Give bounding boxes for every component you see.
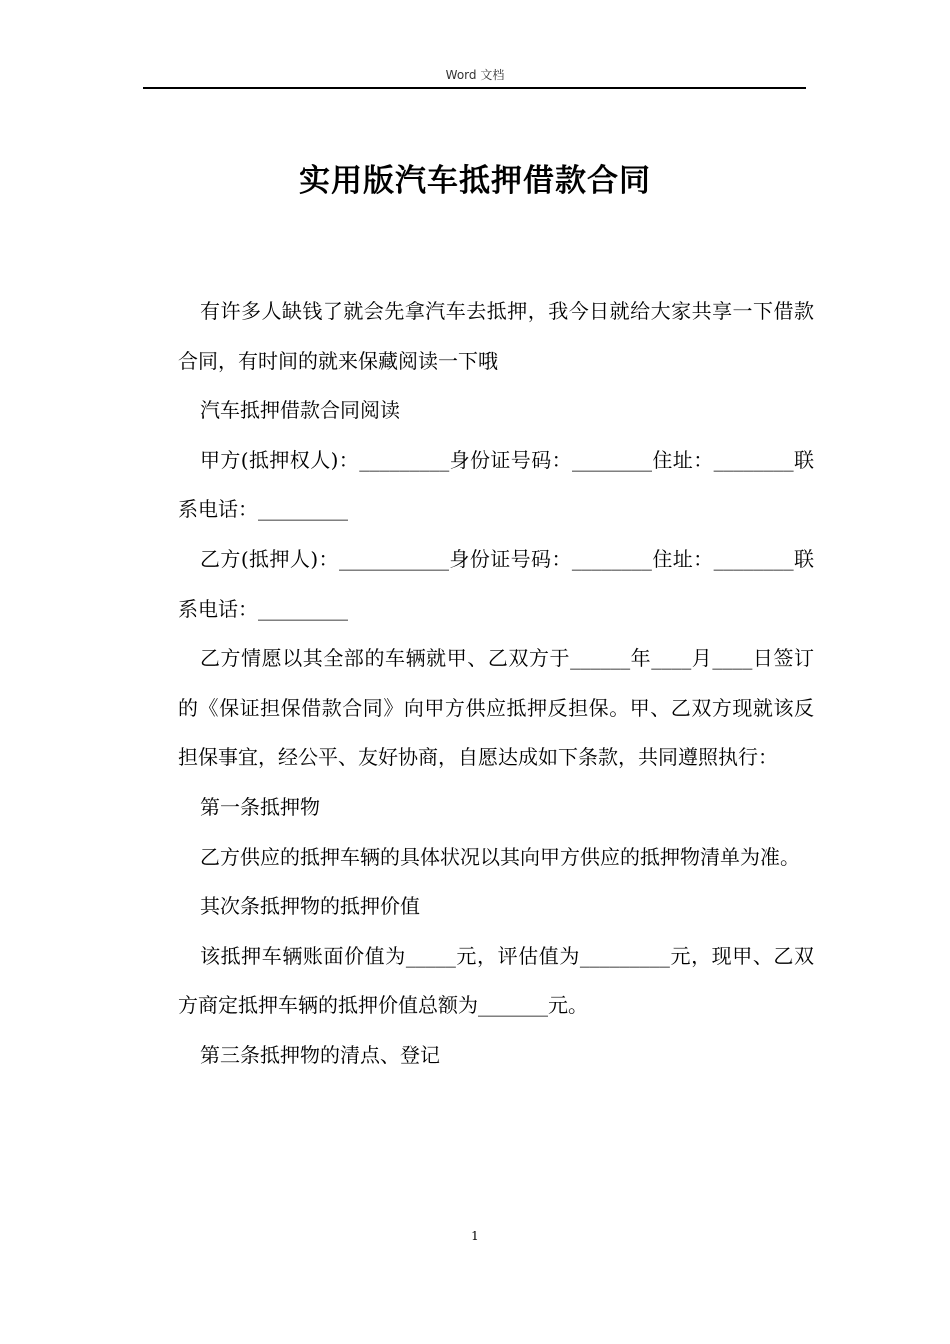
article-2-body: 该抵押车辆账面价值为_____元，评估值为_________元，现甲、乙双方商定抵押车辆的抵押价值总额为_______元。 xyxy=(178,943,814,1018)
header-divider xyxy=(143,87,806,89)
article-3-heading: 第三条抵押物的清点、登记 xyxy=(200,1042,440,1067)
paragraph-agreement: 乙方情愿以其全部的车辆就甲、乙双方于______年____月____日签订的《保证担保借款合同》向甲方供应抵押反担保。甲、乙双方现就该反担保事宜，经公平、友好协商，自愿达成如下条款，共同遵照执行： xyxy=(178,646,814,770)
article-2-heading: 其次条抵押物的抵押价值 xyxy=(200,894,420,919)
article-1-heading: 第一条抵押物 xyxy=(200,794,320,819)
paragraph-intro: 有许多人缺钱了就会先拿汽车去抵押，我今日就给大家共享一下借款合同，有时间的就来保藏阅读一下哦 xyxy=(178,299,814,373)
document-body xyxy=(178,287,814,1081)
page-number: 1 xyxy=(471,1229,479,1243)
paragraph-party-b: 乙方(抵押人)：___________身份证号码：________住址：________联系电话：_________ xyxy=(178,546,814,621)
document-title: 实用版汽车抵押借款合同 xyxy=(299,163,651,199)
header-label: Word 文档 xyxy=(445,68,505,82)
article-1-body: 乙方供应的抵押车辆的具体状况以其向甲方供应的抵押物清单为准。 xyxy=(200,844,800,869)
paragraph-heading: 汽车抵押借款合同阅读 xyxy=(200,398,400,423)
paragraph-party-a: 甲方(抵押权人)：_________身份证号码：________住址：________联系电话：_________ xyxy=(178,447,814,522)
